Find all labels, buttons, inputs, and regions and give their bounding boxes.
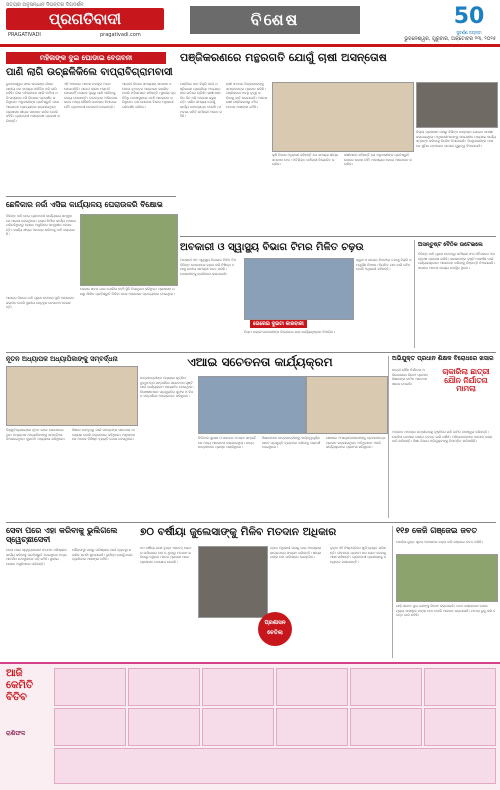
right-column-body: ଜିଲ୍ଲା ପ୍ରଶାସନ ପକ୍ଷରୁ ବିଭିନ୍ନ ଉନ୍ନୟନ ଯୋଜନା ସମୀକ୍ଷା କରାଯାଇଥିଲା। ଅଧିକାରୀମାନଙ୍କୁ ସମୟସୀମା ମଧ୍ୟରେ କାର୍ଯ୍ୟ ସମ୍ପନ୍ନ କରିବାକୁ ନିର୍ଦ୍ଦେଶ ଦିଆଯାଇଛି। ହିତାଧିକାରୀଙ୍କ ପାଖରେ ସୁବିଧା ପହଞ୍ଚାଇବା ଉପରେ ଗୁରୁତ୍ୱ ଦିଆଯାଇଛି।: [416, 130, 496, 148]
right-column-photo: [416, 82, 498, 128]
horoscope-cell: [54, 708, 126, 746]
logo-subtitle: PRAGATIVADI: [8, 32, 41, 38]
story10-body-col2: ବ୍ଲକ ଅଧିକାରୀ ଘରକୁ ଯାଇ ଆବଶ୍ୟକ କାଗଜପତ୍ର ସଂଗ୍ରହ କରିଛନ୍ତି। ଶୀଘ୍ର ତାଙ୍କ ନାମ ତାଲିକାରେ ଯୋଡ଼ାଯିବ।: [270, 546, 322, 560]
story11-body-top: ପୋଲିସ ଗୁପ୍ତ ସୂଚନା ଆଧାରରେ ଚଢ଼ଉ କରି ଗଞ୍ଜେଇ ଜବତ କରିଛି।: [396, 540, 483, 544]
anniversary-logo: 50: [453, 4, 485, 29]
story3-body: ବିଭିନ୍ନ ଦାବି ନେଇ ଗ୍ରାମବାସୀ କାର୍ଯ୍ୟାଳୟ ସମ୍ମୁଖରେ ଧାରଣା ଦେଇଥିଲେ। ରାସ୍ତା ନିର୍ମାଣ କାର୍ଯ୍ୟ ଅଧାରେ ପଡ଼ିରହିଥିବାରୁ ଲୋକେ ଅସୁବିଧାର ସମ୍ମୁଖୀନ ହେଉଛନ୍ତି। କାର୍ଯ୍ୟ ଶୀଘ୍ର ଆରମ୍ଭ କରିବାକୁ ଦାବି କରାଯାଇଛି।: [6, 214, 76, 237]
story10-photo: [198, 546, 268, 618]
horoscope-cell: [350, 668, 422, 706]
story8-headline[interactable]: ଅଭିଯୁକ୍ତ ପ୍ରଧାନ ଶିକ୍ଷକ ବିରୋଧରେ ଖସାର: [392, 355, 494, 362]
section-title: ବିଶେଷ: [190, 6, 360, 34]
story9-body-col1: ମେଳା ପରେ ସ୍ୱେଚ୍ଛାସେବୀ ସଂଗଠନ ପରିଷ୍କାର କାର୍ଯ୍ୟ କରିବାକୁ ପ୍ରତିଶ୍ରୁତି ଦେଇଥିଲେ ମଧ୍ୟ ଆବର୍ଜନା ଯଥାସ୍ଥାନରେ ପଡ଼ି ରହିଛି। ସ୍ଥାନୀୟ ଲୋକେ ଅସୁବିଧାରେ ପଡ଼ିଛନ୍ତି।: [6, 548, 67, 566]
story3-body-col3: ଆସନ୍ତା ଦିନରେ ଦାବି ପୂରଣ ନହେଲେ ପୁଣି ଆନ୍ଦୋଳନ କରାଯିବ ବୋଲି ସ୍ଥାନୀୟ ନେତୃବୃନ୍ଦ ଚେତାବନୀ ଦେଇଛନ୍ତି।: [6, 296, 74, 310]
story9-body-col2: ପୌରସଂସ୍ଥା ପକ୍ଷରୁ ପରିଷ୍କାର ପାଇଁ ବ୍ୟବସ୍ଥା କରାଯିବ ବୋଲି କୁହାଯାଇଛି। ଦୁର୍ଗନ୍ଧ ଯୋଗୁଁ ରୋଗ ବ୍ୟାପିବାର ଆଶଙ୍କା ରହିଛି।: [72, 548, 133, 562]
story2-body-col2: ଚାଷୀ ସଂଗଠନ ଜିଲ୍ଲାପାଳଙ୍କୁ ସ୍ମାରକପତ୍ର ପ୍ରଦାନ କରିଛି। ପଞ୍ଜିକରଣ ଅବଧି ବୃଦ୍ଧି କରିବାକୁ ଦାବି କରାଯାଇଛି। ଅନେକ ଚାଷୀ ପଞ୍ଜିକରଣରୁ ବଞ୍ଚିତ ହେବାର ଆଶଙ୍କା ରହିଛି।: [226, 82, 268, 109]
horoscope-subtitle: ରାଶିଫଳ: [6, 730, 26, 737]
story1-kicker: ମହିଳାଙ୍କ ଦୁଇ ଘୋଡାଇ ବେତାବନୀ: [6, 52, 166, 64]
story8-body-col1: ଛାତ୍ରୀ ଯୌନ ନିର୍ଯାତନା ଅଭିଯୋଗରେ ଗିରଫ ପ୍ରଧାନ ଶିକ୍ଷକଙ୍କ ଜାମିନ ଆବେଦନ ଖାରଜ ହୋଇଛି।: [392, 368, 428, 386]
divider: [6, 522, 496, 523]
story7-headline[interactable]: ଏଆଇ ସଚେତନତା କାର୍ଯ୍ୟକ୍ରମ: [187, 355, 333, 369]
story2-headline[interactable]: ପଞ୍ଜିକରଣରେ ମନ୍ଥରଗତି ଯୋଗୁଁ ଚାଷୀ ଅସନ୍ତୋଷ: [180, 51, 387, 64]
story7-body-col3: ଶିକ୍ଷକମାନେ ଛାତ୍ରଛାତ୍ରୀଙ୍କୁ ଦାୟିତ୍ୱପୂର୍ଣ୍ଣ ଭାବେ ପ୍ରଯୁକ୍ତି ବ୍ୟବହାର କରିବାକୁ ପରାମର୍ଶ ଦେଇଥିଲେ।: [262, 436, 321, 450]
story3-body-col2: ଘେରାଉ ଖବର ପାଇ ପୋଲିସ ପହଞ୍ଚି ସ୍ଥିତି ନିୟନ୍ତ୍ରଣ କରିଥିଲା। ପ୍ରଶାସନ ପକ୍ଷରୁ ଲିଖିତ ପ୍ରତିଶ୍ରୁତି ମିଳିବା ପରେ ଆନ୍ଦୋଳନ ପ୍ରତ୍ୟାହାର ହୋଇଥିଲା।: [80, 287, 175, 296]
story2-body-col3: କୃଷି ବିଭାଗ ଅଧିକାରୀ କହିଛନ୍ତି ଯେ ସମସ୍ୟା ଶୀଘ୍ର ସମାଧାନ ହେବ। ଅତିରିକ୍ତ କର୍ମଚାରୀ ନିୟୋଜିତ କରାଯିବ।: [272, 153, 339, 167]
story10-headline[interactable]: ୭୦ ବର୍ଷୀୟା ଜୁଲେସାଙ୍କୁ ମିଳିବ ମତଦାନ ଅଧିକାର: [140, 526, 337, 538]
story7-body-col1: ଛାତ୍ରଛାତ୍ରୀଙ୍କ ମଧ୍ୟରେ କୃତ୍ରିମ ବୁଦ୍ଧିମତ୍ତା ସମ୍ପର୍କରେ ସଚେତନତା ସୃଷ୍ଟି ପାଇଁ କାର୍ଯ୍ୟକ୍ରମ ଆୟୋଜିତ ହୋଇଥିଲା। ବିଶେଷଜ୍ଞମାନେ ପ୍ରଯୁକ୍ତିର ସୁଫଳ ଓ ବିପଦ ସମ୍ପର୍କରେ ଆଲୋକପାତ କରିଥିଲେ।: [140, 376, 194, 399]
story10-body-col3: ବୃଦ୍ଧା ଏହି ନିଷ୍ପତ୍ତିରେ ଖୁସି ବ୍ୟକ୍ତ କରିଛନ୍ତି। ଜୀବନରେ ପ୍ରଥମ ଥର ଭୋଟ ଦେବାକୁ ଆଶା ରଖିଛନ୍ତି। ଗ୍ରାମବାସୀ ପ୍ରଶାସନକୁ ଧନ୍ୟବାଦ ଜଣାଇଛନ୍ତି।: [330, 546, 387, 564]
horoscope-cell: [350, 708, 422, 746]
divider: [6, 352, 496, 353]
story11-photo: [396, 554, 498, 602]
story2-photo: [272, 82, 414, 152]
divider: [6, 196, 176, 197]
newspaper-logo[interactable]: ପ୍ରଗତିବାଦୀ: [6, 8, 164, 30]
story3-headline[interactable]: ଛେଳିକାର ନର୍ଜା ଏସିଇ କାର୍ଯ୍ୟାଳୟ ଘେରାଉକରି ବିକ୍ଷୋଭ: [6, 200, 163, 209]
story6-body-col1: ବିଶ୍ୱବିଦ୍ୟାଳୟରେ ନୂତନ ଭାବେ ଯୋଗଦେଇଥିବା ଅଧ୍ୟାପକ ଅଧ୍ୟାପିକାଙ୍କୁ ସମ୍ବର୍ଦ୍ଧନା ଦିଆଯାଇଥିଲା। କୁଳପତି ଅଧ୍ୟକ୍ଷତା କରିଥିଲେ।: [6, 428, 66, 442]
story4-headline[interactable]: ଅବକାରୀ ଓ ସ୍ୱାସ୍ଥ୍ୟ ବିଭାଗ ଟିମର ମିଳିତ ଚଢ଼ଉ: [180, 242, 364, 253]
story2-body-col1: ମଣ୍ଡିରେ ଧାନ ବିକ୍ରି ପାଇଁ ପଞ୍ଜିକରଣ ପ୍ରକ୍ରିୟା ଅତ୍ୟନ୍ତ ଧୀର ଗତିରେ ଚାଲିଛି। ଚାଷୀମାନେ ଦିନ ଦିନ ଧରି ଅପେକ୍ଷା କରୁଛନ୍ତି। ସର୍ଭର ସମସ୍ୟା ଯୋଗୁଁ କାର୍ଯ୍ୟ ବାଧାପ୍ରାପ୍ତ ହେଉଛି। ସମବାୟ ସମିତି କର୍ମଚାରୀ ଅଭାବ ରହିଛି।: [180, 82, 222, 119]
divider: [414, 240, 415, 348]
horoscope-cell: [276, 668, 348, 706]
story9-headline[interactable]: ସେବା ପରେ ଏହା କରିବାକୁ ଭୁଲିଗଲେ ସ୍ୱେଚ୍ଛାସେବୀ: [6, 526, 118, 545]
story2-body-col4: ଚାଷୀମାନେ କହିଛନ୍ତି ଯେ ଅଧିକାରୀଙ୍କ ପ୍ରତିଶ୍ରୁତି ଉପରେ ଭରସା ନାହିଁ। ଆବଶ୍ୟକ ହେଲେ ଆନ୍ଦୋଳନ କରାଯିବ।: [344, 153, 412, 167]
horoscope-cell: [128, 708, 200, 746]
horoscope-cell: [276, 708, 348, 746]
story10-badge: ପ୍ରଶାସନ ଚେତିଲା: [258, 612, 292, 646]
story7-body-col2: ଡିଜିଟାଲ ସୁରକ୍ଷା ଓ ସାଇବର ଅପରାଧ ସମ୍ପର୍କରେ ମଧ୍ୟ ଆଲୋଚନା କରାଯାଇଥିଲା। ଛାତ୍ରଛାତ୍ରୀମାନେ ପ୍ରଶ୍ନ ପଚାରିଥିଲେ।: [198, 436, 256, 450]
anniversary-subtitle: ସୁବର୍ଣ୍ଣ ଜୟନ୍ତୀ: [456, 30, 482, 35]
story6-body-col2: ଶିକ୍ଷାର ମାନବୃଦ୍ଧି ପାଇଁ ସମସ୍ତଙ୍କ ସହଯୋଗ ଆବଶ୍ୟକ ବୋଲି ବକ୍ତାମାନେ କହିଥିଲେ। ଅନୁଷ୍ଠାନରେ ଅନେକ ବିଶିଷ୍ଟ ବ୍ୟକ୍ତି ଯୋଗ ଦେଇଥିଲେ।: [72, 428, 136, 442]
story3-photo: [80, 214, 178, 286]
story4-body-col2: ନିୟମ ଉଲ୍ଲଂଘନକାରୀଙ୍କ ବିରୋଧରେ କଡ଼ା କାର୍ଯ୍ୟାନୁଷ୍ଠାନ ନିଆଯିବ।: [244, 330, 335, 334]
story7-photo-2: [306, 376, 388, 434]
story11-headline[interactable]: ୧୧୭ କେଜି ଗଞ୍ଜେଇ ଜବତ: [396, 526, 478, 535]
story1-body-col2: ଏହି ଅଞ୍ଚଳରେ ଅନେକ ନଳକୂପ ଅଚଳ ହୋଇପଡ଼ିଛି। ପାଇପ ଲାଇନ ମରାମତି ହୋଇନାହିଁ। ଲୋକେ ଦୂରରୁ ପାଣି ଆଣିବାକୁ ବାଧ୍ୟ ହେଉଛନ୍ତି। ବାରମ୍ବାର ଅଭିଯୋଗ କଲେ ମଧ୍ୟ କୌଣସି ପଦକ୍ଷେପ ନିଆଯାଇନାହିଁ। ଗ୍ରାମବାସୀ ଚେତାବନୀ ଦେଇଛନ୍ତି।: [64, 82, 118, 109]
story6-photo: [6, 366, 138, 426]
horoscope-cell: [128, 668, 200, 706]
story7-body-col4: ଶେଷରେ ଅଂଶଗ୍ରହଣକାରୀଙ୍କୁ ପ୍ରମାଣପତ୍ର ପ୍ରଦାନ କରାଯାଇଥିଲା। ଅତିଥିମାନେ ଏପରି କାର୍ଯ୍ୟକ୍ରମର ପ୍ରଶଂସା କରିଥିଲେ।: [326, 436, 386, 450]
story8-quote: ଚାକାରିଲା ଛାତ୍ରୀ ଯୌନ ନିର୍ଯାତନା ମାମଲା: [442, 367, 490, 394]
story10-body-col1: ୭୦ ବର୍ଷୀୟା ଜଣେ ବୃଦ୍ଧା ଏଯାବତ୍ ଭୋଟର ତାଲିକାରେ ନାମ ନ ଥିବାରୁ ମତଦାନ କରିପାରୁ ନଥିଲେ। ଖବର ପ୍ରକାଶ ପରେ ପ୍ରଶାସନ ପଦକ୍ଷେପ ନେଇଛି।: [140, 546, 192, 564]
dateline: ଭୁବନେଶ୍ୱର, ଗୁରୁବାର, ଅକ୍ଟୋବର ୨୩, ୨୦୨୫: [404, 36, 496, 42]
horoscope-cell: [424, 708, 496, 746]
horoscope-title: ଆଜି କେମିତି ବିତିବ: [6, 668, 34, 703]
horoscope-footer: [54, 748, 496, 784]
story4-caption: ତୋରେଇ ଦୁଇଟା କାରବାରୀ: [250, 320, 307, 328]
horoscope-cell: [54, 668, 126, 706]
divider: [180, 236, 496, 237]
story4-body-col1: ଅବକାରୀ ଏବଂ ସ୍ୱାସ୍ଥ୍ୟ ବିଭାଗର ମିଳିତ ଟିମ ବିଭିନ୍ନ ଦୋକାନରେ ଚଢ଼ଉ କରି ନିଷିଦ୍ଧ ତମାଖୁ ଜାତୀୟ ସାମଗ୍ରୀ ଜବତ କରିଛି। ଦୋକାନୀଙ୍କୁ ଜୋରିମାନା କରାଯାଇଛି।: [180, 258, 237, 276]
story1-headline[interactable]: ପାଣି ଲାଗି ଉଚ୍ଛଳିକିଲେ ବାପ୍ରାବିଗ୍ରାମବାସୀ: [6, 67, 173, 78]
divider: [392, 526, 393, 658]
divider: [388, 356, 389, 518]
horoscope-cell: [202, 708, 274, 746]
story4-body-col3: ସ୍କୁଲ ଓ କଲେଜ ନିକଟରେ ତମାଖୁ ବିକ୍ରି ସମ୍ପୂର୍ଣ୍ଣ ନିଷେଧ। ନିୟମିତ ଯାଞ୍ଚ ଜାରି ରହିବ ବୋଲି ଅଧିକାରୀ କହିଛନ୍ତି।: [356, 258, 412, 272]
story7-photo-1: [198, 376, 306, 434]
story11-body: ଗାଡ଼ି ସମେତ ଦୁଇ ଜଣଙ୍କୁ ଗିରଫ କରାଯାଇଛି। ଜବତ ଗଞ୍ଜେଇର ବଜାର ମୂଲ୍ୟ ଲକ୍ଷାଧିକ ଟଙ୍କା ହେବ ବୋଲି ଆକଳନ କରାଯାଉଛି। ମାମଲା ରୁଜୁ କରି ତଦନ୍ତ ଜାରି ରହିଛି।: [396, 604, 496, 618]
story5-body: ବିଭିନ୍ନ ଦାବି ପୂରଣ ନହେବାରୁ କର୍ମଚାରୀ ସଂଘ ବୈଠକରେ ଅସନ୍ତୋଷ ପ୍ରକାଶ କରିଛି। ସରକାରଙ୍କ ଦୃଷ୍ଟି ଆକର୍ଷଣ ପାଇଁ ପର୍ଯ୍ୟାୟକ୍ରମେ ଆନ୍ଦୋଳନ କରିବାକୁ ନିଷ୍ପତ୍ତି ନିଆଯାଇଛି। ସଭାରେ ଅନେକ ସଦସ୍ୟ ଉପସ୍ଥିତ ଥିଲେ।: [418, 252, 495, 270]
story5-headline[interactable]: ଅସନ୍ତୁଷ୍ଟ ବୈଠିକ ଉଟେଇଲେ: [418, 242, 483, 248]
story4-photo: [244, 258, 354, 320]
story1-body-col3: ଆଗାମୀ ଦିନରେ ସମସ୍ୟାର ସମାଧାନ ନହେଲେ ବୃହତ୍ତର ଆନ୍ଦୋଳନ କରାଯିବ ବୋଲି ମହିଳାମାନେ କହିଛନ୍ତି। ସ୍ଥାନୀୟ ପ୍ରତିନିଧି ଘଟଣାସ୍ଥଳରେ ପହଞ୍ଚି ଆଲୋଚନା କରିଥିଲେ। ଜଳ ଯୋଗାଣ ବିଭାଗ ଅଧିକାରୀ ପରିଦର୍ଶନ କରିବେ।: [122, 82, 176, 109]
masthead-tagline: ସତ୍ୟର ଅନୁସନ୍ଧାନ ଦିଗନ୍ତର ଦିଗଦର୍ଶନ: [6, 2, 84, 8]
horoscope-cell: [202, 668, 274, 706]
logo-url: pragativadi.com: [100, 32, 141, 38]
story6-headline[interactable]: ନୂତନ ଅଧ୍ୟାପକ ଅଧ୍ୟାପିକାଙ୍କୁ ସମ୍ବର୍ଦ୍ଧନା: [6, 355, 118, 363]
story1-body-col1: ଭୁବନେଶ୍ୱର ସହର ଉପକଣ୍ଠ ଗାଁରେ ପାନୀୟ ଜଳ ସମସ୍ୟା ଦୀର୍ଘଦିନ ଧରି ଲାଗି ରହିଛି। ଗାଁର ମହିଳାମାନେ ଖାଲି ମାଠିଆ ଧରି ରାସ୍ତାରେ ବସି ବିକ୍ଷୋଭ ପ୍ରଦର୍ଶନ କରିଥିଲେ। ଅଧିକାରୀଙ୍କ ପ୍ରତିଶ୍ରୁତି ପରେ ଆନ୍ଦୋଳନ ପ୍ରତ୍ୟାହାର କରାଯାଇଥିଲା। ପ୍ରଶାସନ ଶୀଘ୍ର ସମାଧାନ କରିବ ବୋଲି କହିଛି। ଗ୍ରାମବାସୀ ଅସନ୍ତୋଷ ପ୍ରକାଶ କରିଛନ୍ତି।: [6, 82, 60, 123]
horoscope-cell: [424, 668, 496, 706]
story8-body-col2: ଅଦାଲତ ମାମଲାର ଗମ୍ଭୀରତାକୁ ଦୃଷ୍ଟିରେ ରଖି ଜାମିନ ନାମଞ୍ଜୁର କରିଛନ୍ତି। ପୋଲିସ ଘଟଣାର ଗଭୀର ତଦନ୍ତ ଜାରି ରଖିଛି। ଅଭିଭାବକମାନେ କଠୋର ଦଣ୍ଡ ଦାବି କରିଛନ୍ତି। ଶିକ୍ଷା ବିଭାଗ ଅଭିଯୁକ୍ତଙ୍କୁ ନିଲମ୍ବିତ କରିସାରିଛି।: [392, 430, 493, 444]
